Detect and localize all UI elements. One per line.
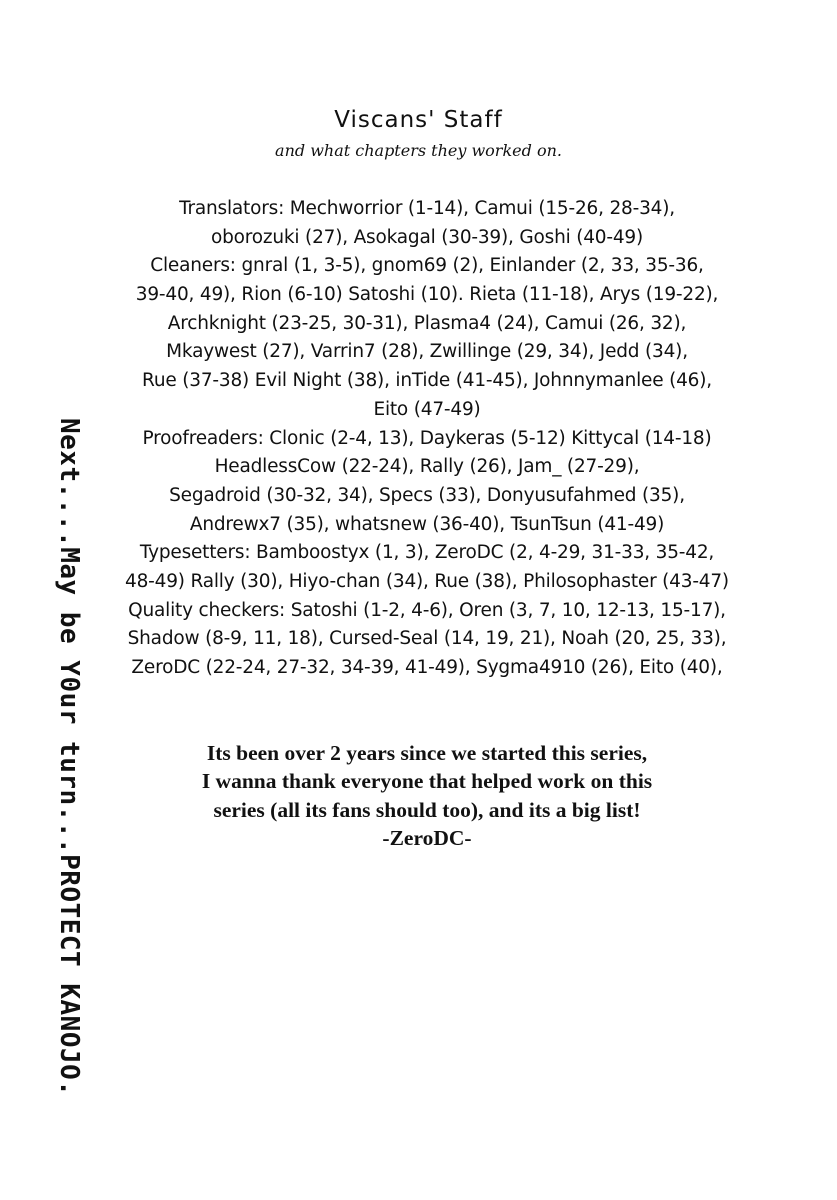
credit-line: Translators: Mechworrior (1-14), Camui (15-26, 28-34), [179, 198, 675, 219]
credit-line: Quality checkers: Satoshi (1-2, 4-6), Oren (3, 7, 10, 12-13, 15-17), [128, 599, 726, 621]
credit-line: Typesetters: Bamboostyx (1, 3), ZeroDC (2, 4-29, 31-33, 35-42, [139, 542, 715, 564]
message-line: Its been over 2 years since we started this series, [206, 741, 648, 765]
credit-line: Archknight (23-25, 30-31), Plasma4 (24), Camui (26, 32), [167, 312, 687, 334]
credit-line: 48-49) Rally (30), Hiyo-chan (34), Rue (38), Philosophaster (43-47) [125, 570, 729, 592]
message-line: series (all its fans should too), and its a big list! [213, 797, 641, 822]
staff-credits-list [82, 195, 772, 683]
credit-line: Rue (37-38) Evil Night (38), inTide (41-45), Johnnymanlee (46), [142, 370, 712, 392]
credit-line: Proofreaders: Clonic (2-4, 13), Daykeras (5-12) Kittycal (14-18) [142, 427, 712, 449]
vertical-side-caption: Next....May be Y0ur turn...PROTECT KANOJO. [54, 418, 84, 1097]
message-line: I wanna thank everyone that helped work on this [201, 769, 653, 794]
credit-line: HeadlessCow (22-24), Rally (26), Jam_ (27-29), [214, 456, 640, 478]
credit-line: Mkaywest (27), Varrin7 (28), Zwillinge (29, 34), Jedd (34), [166, 341, 688, 363]
credit-line: 39-40, 49), Rion (6-10) Satoshi (10). Rieta (11-18), Arys (19-22), [135, 284, 719, 306]
page-subtitle: and what chapters they worked on. [275, 141, 562, 160]
credit-line: ZeroDC (22-24, 27-32, 34-39, 41-49), Sygma4910 (26), Eito (40), [131, 657, 723, 678]
credit-line: Andrewx7 (35), whatsnew (36-40), TsunTsun (41-49) [189, 513, 665, 535]
credit-line: Shadow (8-9, 11, 18), Cursed-Seal (14, 19, 21), Noah (20, 25, 33), [127, 628, 727, 650]
thank-you-message [0, 739, 837, 853]
page-title: Viscans' Staff [334, 107, 503, 133]
credit-line: Cleaners: gnral (1, 3-5), gnom69 (2), Einlander (2, 33, 35-36, [150, 255, 704, 277]
credit-line: Eito (47-49) [373, 398, 481, 420]
credit-line: oborozuki (27), Asokagal (30-39), Goshi (40-49) [210, 226, 644, 248]
credit-line: Segadroid (30-32, 34), Specs (33), Donyusufahmed (35), [169, 484, 685, 506]
message-signature: -ZeroDC- [382, 826, 472, 851]
